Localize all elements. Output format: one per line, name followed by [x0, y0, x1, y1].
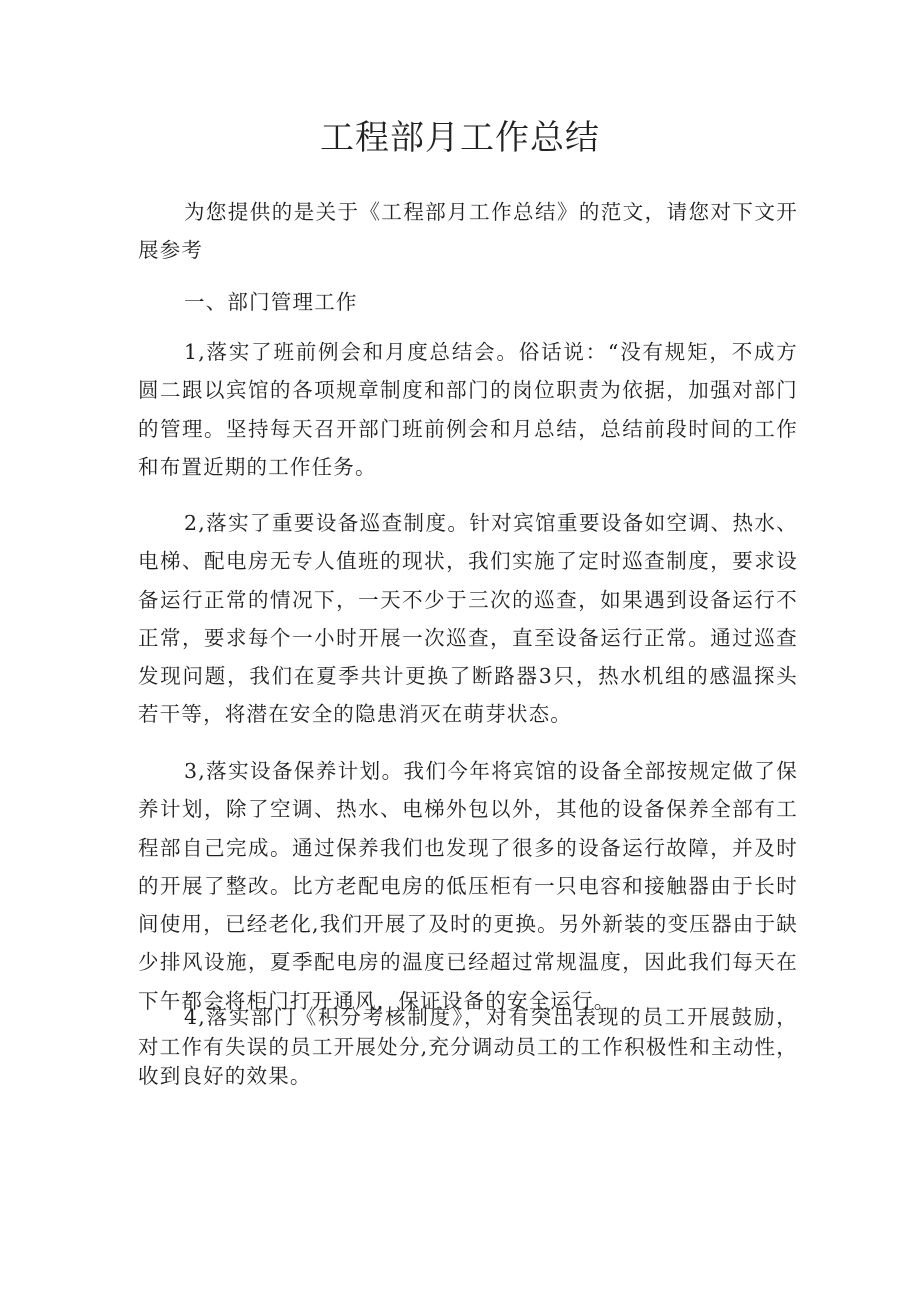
section-heading: 一、部门管理工作: [184, 290, 358, 314]
intro-paragraph: 为您提供的是关于《工程部月工作总结》的范文，请您对下文开展参考: [138, 200, 798, 263]
item-paragraph-4: 4,落实部门《积分考核制度》，对有突出表现的员工开展鼓励，对工作有失误的员工开展处分,充分调动员工的工作积极性和主动性，收到良好的效果。: [138, 1005, 798, 1088]
document-title: 工程部月工作总结: [320, 118, 600, 158]
item-paragraph-2: 2,落实了重要设备巡查制度。针对宾馆重要设备如空调、热水、电梯、配电房无专人值班的现状，我们实施了定时巡查制度，要求设备运行正常的情况下，一天不少于三次的巡查，如果遇到设备运行不正常，要求每个一小时开展一次巡查，直至设备运行正常。通过巡查发现问题，我们在夏季共计更换了断路器3只，热水机组的感温探头若干等，将潜在安全的隐患消灭在萌芽状态。: [138, 511, 798, 727]
item-paragraph-3: 3,落实设备保养计划。我们今年将宾馆的设备全部按规定做了保养计划，除了空调、热水、电梯外包以外，其他的设备保养全部有工程部自己完成。通过保养我们也发现了很多的设备运行故障，并及时的开展了整改。比方老配电房的低压柜有一只电容和接触器由于长时间使用，已经老化,我们开展了及时的更换。另外新装的变压器由于缺少排风设施，夏季配电房的温度已经超过常规温度，因此我们每天在下午都会将柜门打开通风，保证设备的安全运行。: [138, 759, 798, 1013]
item-paragraph-1: 1,落实了班前例会和月度总结会。俗话说：“没有规矩，不成方圆二跟以宾馆的各项规章制度和部门的岗位职责为依据，加强对部门的管理。坚持每天召开部门班前例会和月总结，总结前段时间的工作和布置近期的工作任务。: [138, 340, 798, 479]
